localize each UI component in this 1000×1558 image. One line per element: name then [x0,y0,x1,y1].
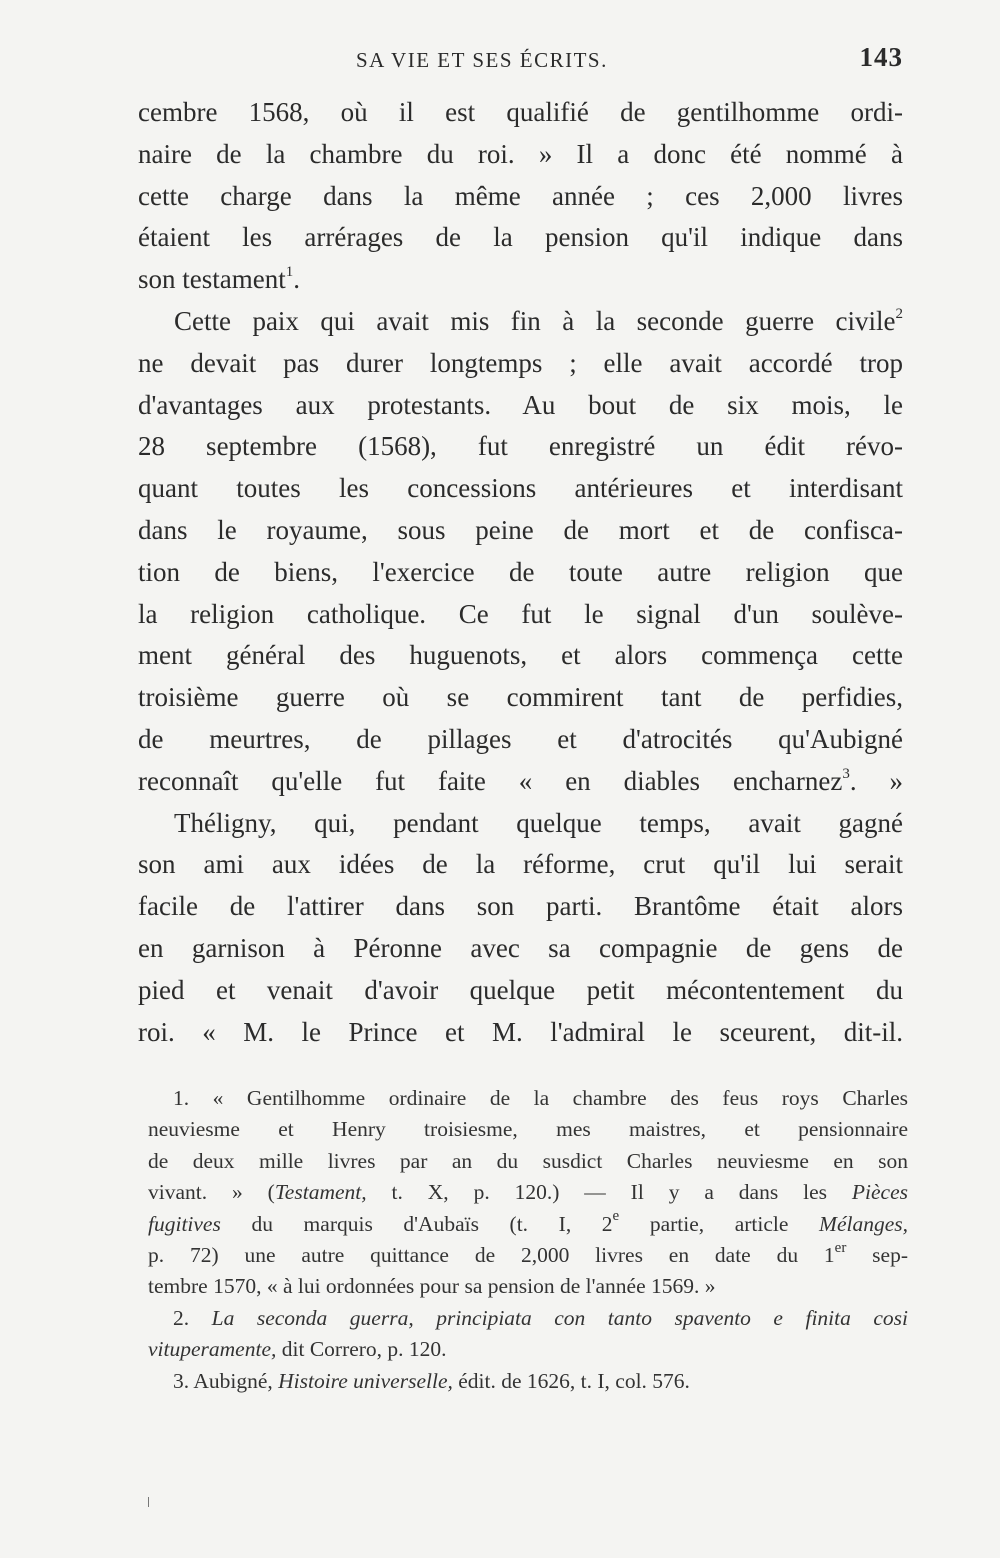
footnote-line [148,1303,908,1334]
text-run: dit Correro, p. 120. [276,1337,447,1362]
italic-title: Histoire universelle, [278,1368,453,1393]
page-header [138,40,903,84]
italic-title: Testament, [274,1180,367,1205]
footnote-ref: 2 [895,305,903,322]
italic-title: fugitives [148,1211,221,1236]
running-head: SA VIE ET SES ÉCRITS. [356,48,608,72]
footnote-line [148,1177,908,1208]
text-line: ment général des huguenots, et alors commença cette [138,640,903,671]
text-line: roi. « M. le Prince et M. l'admiral le sceurent, dit-il. [138,1016,903,1047]
text-line: pied et venait d'avoir quelque petit mécontentement du [138,974,903,1005]
text-line: ne devait pas durer longtemps ; elle avait accordé trop [138,347,903,378]
page-number: 143 [859,42,903,72]
italic-quote: La seconda guerra, principiata con tanto spavento e finita cosi [211,1305,909,1330]
text-line: facile de l'attirer dans son parti. Brantôme était alors [138,891,903,922]
footnote-ref: 3 [842,765,850,782]
italic-quote: vituperamente, [148,1337,277,1362]
text-line: 28 septembre (1568), fut enregistré un édit révo- [138,431,903,462]
text-line: cembre 1568, où il est qualifié de gentilhomme ordi- [138,97,903,127]
text-line: dans le royaume, sous peine de mort et de confisca- [138,514,903,545]
text-line: la religion catholique. Ce fut le signal d'un soulève- [138,598,903,629]
text-line: d'avantages aux protestants. Au bout de six mois, le [138,389,903,420]
text-line: troisième guerre où se commirent tant de perfidies, [138,682,903,713]
text-line: tion de biens, l'exercice de toute autre religion que [138,556,903,587]
italic-title: Pièces [851,1180,908,1205]
text-run: . [293,264,300,295]
text-run: 2. [173,1305,212,1330]
text-run: édit. de 1626, t. I, col. 576. [452,1368,690,1393]
main-text [138,92,903,1053]
superscript: er [834,1239,847,1256]
text-line [138,301,903,343]
italic-title: Mélanges, [819,1211,909,1236]
text-run: Cette paix qui avait mis fin à la seconde guerre civile [174,305,896,336]
text-run: 3. Aubigné, [173,1368,279,1393]
text-run: . » [849,765,904,796]
text-run: partie, article [619,1211,820,1236]
text-run: sep- [846,1243,908,1268]
text-run: t. X, p. 120.) — Il y a dans les [366,1180,852,1205]
text-line [138,761,903,803]
text-run: du marquis d'Aubaïs (t. I, 2 [220,1211,613,1236]
text-line [138,259,903,301]
footnote-line: neuviesme et Henry troisiesme, mes maistres, et pensionnaire [148,1117,908,1142]
print-mark [148,1497,149,1507]
text-line: cette charge dans la même année ; ces 2,000 livres [138,180,903,211]
text-line: Théligny, qui, pendant quelque temps, avait gagné [174,807,903,838]
text-run: son testament [138,264,286,295]
text-line: naire de la chambre du roi. » Il a donc été nommé à [138,138,903,169]
text-line: de meurtres, de pillages et d'atrocités qu'Aubigné [138,723,903,754]
text-line: étaient les arrérages de la pension qu'il indique dans [138,222,903,253]
text-run: reconnaît qu'elle fut faite « en diables encharnez [138,765,843,796]
footnote-line [148,1334,908,1365]
text-line: son ami aux idées de la réforme, crut qu'il lui serait [138,849,903,880]
superscript: e [612,1208,620,1225]
footnote-line [148,1240,908,1271]
text-run: vivant. » ( [148,1180,275,1205]
footnote-line: tembre 1570, « à lui ordonnées pour sa pension de l'année 1569. » [148,1274,716,1299]
text-line: en garnison à Péronne avec sa compagnie de gens de [138,932,903,963]
footnote-line [148,1209,908,1240]
footnotes [148,1083,908,1397]
footnote-ref: 1 [285,264,294,281]
footnote-line [148,1366,908,1397]
text-line: quant toutes les concessions antérieures et interdisant [138,473,903,504]
footnote-line: de deux mille livres par an du susdict Charles neuviesme en son [148,1148,908,1173]
text-run: p. 72) une autre quittance de 2,000 livres en date du 1 [148,1243,835,1268]
footnote-line: 1. « Gentilhomme ordinaire de la chambre des feus roys Charles [173,1086,908,1110]
